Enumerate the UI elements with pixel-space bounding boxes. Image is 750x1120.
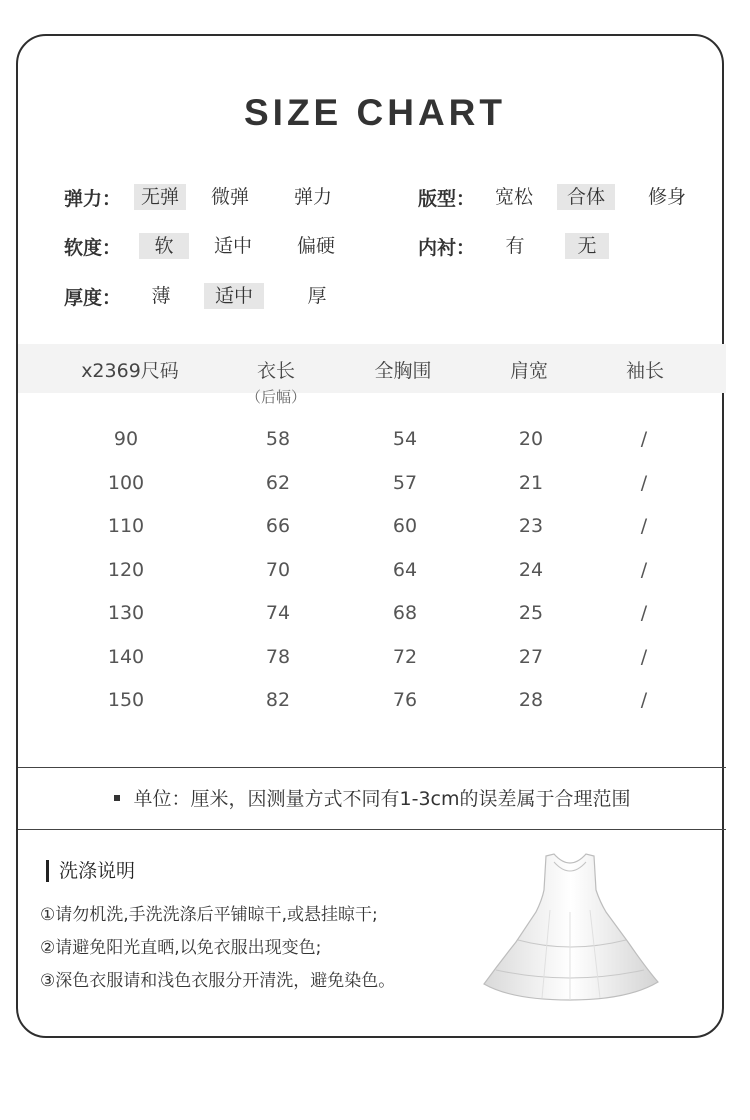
- header-sleeve: 袖长: [625, 360, 664, 382]
- washing-line-3: ③深色衣服请和浅色衣服分开清洗，避免染色。: [40, 971, 396, 991]
- thickness-option-medium: 适中: [204, 283, 264, 309]
- washing-title: 洗涤说明: [46, 860, 135, 882]
- cell-sleeve: /: [640, 471, 648, 494]
- cell-sleeve: /: [640, 689, 648, 711]
- cell-size: 110: [107, 515, 145, 537]
- cell-size: 90: [113, 428, 139, 450]
- cell-sleeve: /: [640, 515, 648, 537]
- header-length: 衣长: [256, 360, 295, 382]
- fit-option-slim: 修身: [647, 186, 686, 208]
- cell-chest: 76: [392, 689, 418, 711]
- bullet-icon: [114, 795, 120, 801]
- cell-length: 62: [265, 471, 291, 494]
- cell-shoulder: 23: [518, 515, 544, 537]
- softness-option-soft: 软: [139, 233, 189, 259]
- header-length-note: （后幅）: [245, 388, 306, 406]
- elasticity-option-none: 无弹: [134, 184, 186, 210]
- white-dress-illustration: [478, 850, 662, 1008]
- divider-bottom: [18, 829, 726, 830]
- cell-size: 130: [107, 602, 145, 624]
- cell-chest: 64: [392, 558, 418, 581]
- header-chest: 全胸围: [374, 360, 432, 382]
- cell-chest: 54: [392, 428, 418, 450]
- cell-length: 66: [265, 515, 291, 537]
- unit-note-row: [18, 769, 726, 829]
- header-size: x2369尺码: [81, 360, 179, 382]
- fit-option-loose: 宽松: [494, 186, 533, 208]
- cell-shoulder: 21: [518, 471, 544, 494]
- washing-line-1: ①请勿机洗,手洗洗涤后平铺晾干,或悬挂晾干;: [40, 905, 378, 925]
- thickness-option-thick: 厚: [307, 285, 327, 307]
- unit-note: 单位：厘米，因测量方式不同有1-3cm的误差属于合理范围: [133, 788, 631, 810]
- cell-shoulder: 24: [518, 558, 544, 581]
- cell-size: 140: [107, 645, 145, 668]
- cell-sleeve: /: [640, 428, 648, 450]
- divider-top: [18, 767, 726, 768]
- page-title: SIZE CHART: [244, 92, 506, 133]
- cell-length: 74: [265, 602, 291, 624]
- cell-chest: 60: [392, 515, 418, 537]
- cell-shoulder: 28: [518, 689, 544, 711]
- cell-shoulder: 20: [518, 428, 544, 450]
- thickness-label: 厚度：: [64, 287, 122, 309]
- thickness-option-thin: 薄: [151, 285, 171, 307]
- softness-option-medium: 适中: [213, 235, 252, 257]
- cell-size: 150: [107, 689, 145, 711]
- cell-sleeve: /: [640, 602, 648, 624]
- cell-sleeve: /: [640, 645, 648, 668]
- elasticity-label: 弹力：: [64, 188, 122, 210]
- fit-option-regular: 合体: [557, 184, 615, 210]
- cell-chest: 57: [392, 471, 418, 494]
- lining-option-no: 无: [565, 233, 609, 259]
- cell-length: 82: [265, 689, 291, 711]
- softness-label: 软度：: [64, 237, 122, 259]
- lining-option-yes: 有: [505, 235, 525, 257]
- cell-shoulder: 27: [518, 645, 544, 668]
- elasticity-option-stretch: 弹力: [293, 186, 332, 208]
- cell-sleeve: /: [640, 558, 648, 581]
- cell-chest: 72: [392, 645, 418, 668]
- cell-length: 78: [265, 645, 291, 668]
- washing-line-2: ②请避免阳光直晒,以免衣服出现变色;: [40, 938, 322, 958]
- elasticity-option-slight: 微弹: [210, 186, 249, 208]
- header-shoulder: 肩宽: [509, 360, 548, 382]
- softness-option-stiff: 偏硬: [296, 235, 335, 257]
- cell-shoulder: 25: [518, 602, 544, 624]
- lining-label: 内衬：: [418, 237, 476, 259]
- cell-chest: 68: [392, 602, 418, 624]
- fit-label: 版型：: [418, 188, 476, 210]
- cell-size: 120: [107, 558, 145, 581]
- cell-size: 100: [107, 471, 145, 494]
- cell-length: 70: [265, 558, 291, 581]
- cell-length: 58: [265, 428, 291, 450]
